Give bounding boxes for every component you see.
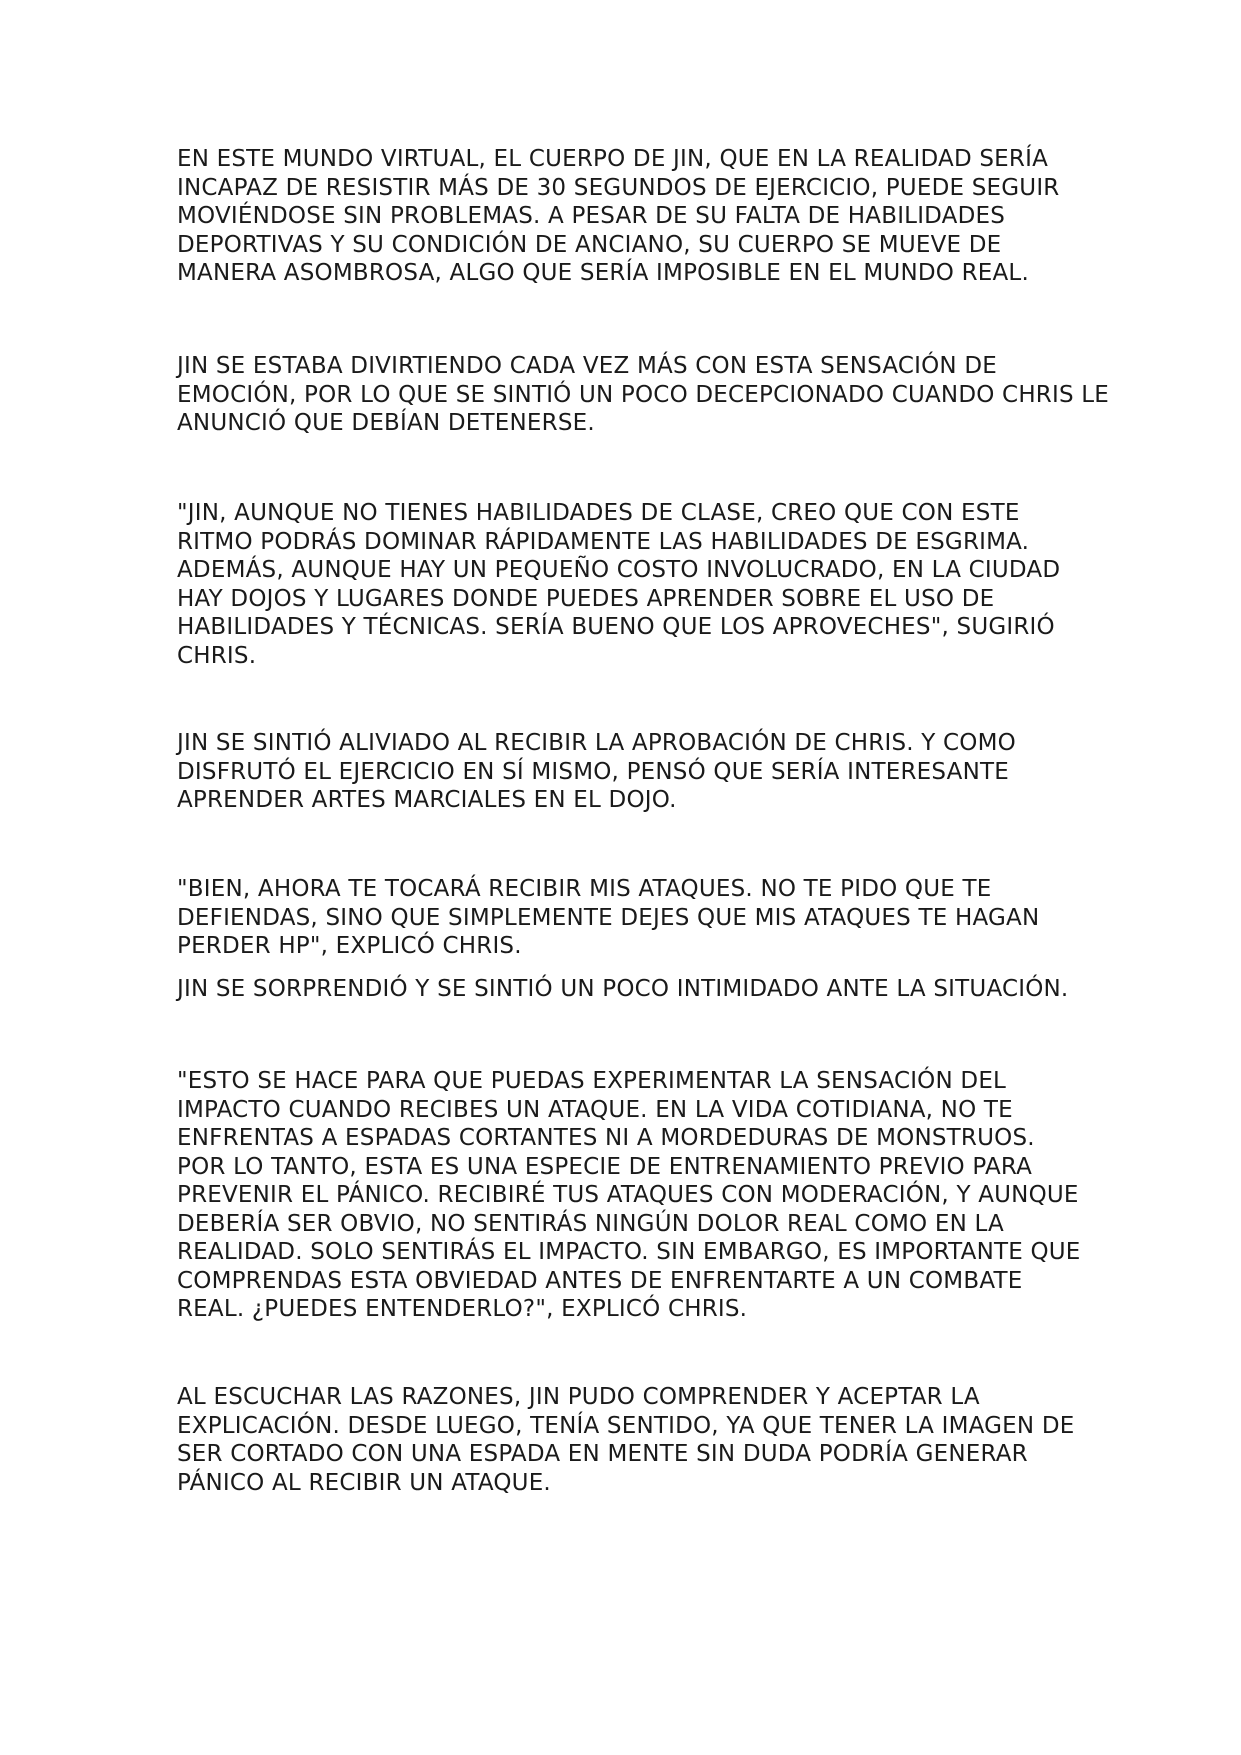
text-line: MANERA ASOMBROSA, ALGO QUE SERÍA IMPOSIBLE EN EL MUNDO REAL. xyxy=(177,260,1029,286)
text-line: INCAPAZ DE RESISTIR MÁS DE 30 SEGUNDOS DE EJERCICIO, PUEDE SEGUIR xyxy=(177,174,1060,201)
text-line: APRENDER ARTES MARCIALES EN EL DOJO. xyxy=(177,787,677,813)
text-line: HAY DOJOS Y LUGARES DONDE PUEDES APRENDER SOBRE EL USO DE xyxy=(177,585,995,612)
text-line: "ESTO SE HACE PARA QUE PUEDAS EXPERIMENTAR LA SENSACIÓN DEL xyxy=(177,1068,1007,1094)
text-line: DEBERÍA SER OBVIO, NO SENTIRÁS NINGÚN DOLOR REAL COMO EN LA xyxy=(177,1210,1004,1237)
text-line: EMOCIÓN, POR LO QUE SE SINTIÓ UN POCO DECEPCIONADO CUANDO CHRIS LE xyxy=(177,381,1110,408)
paragraph-7 xyxy=(177,1067,1081,1324)
text-line: ANUNCIÓ QUE DEBÍAN DETENERSE. xyxy=(177,410,595,436)
text-line: DISFRUTÓ EL EJERCICIO EN SÍ MISMO, PENSÓ QUE SERÍA INTERESANTE xyxy=(177,758,1009,785)
paragraph-2 xyxy=(177,352,1110,438)
text-line: REALIDAD. SOLO SENTIRÁS EL IMPACTO. SIN EMBARGO, ES IMPORTANTE QUE xyxy=(177,1239,1081,1265)
text-line: DEFIENDAS, SINO QUE SIMPLEMENTE DEJES QUE MIS ATAQUES TE HAGAN xyxy=(177,904,1040,931)
text-line: PÁNICO AL RECIBIR UN ATAQUE. xyxy=(177,1469,551,1496)
text-line: "JIN, AUNQUE NO TIENES HABILIDADES DE CLASE, CREO QUE CON ESTE xyxy=(177,500,1020,526)
paragraph-8 xyxy=(177,1383,1077,1497)
text-line: JIN SE SINTIÓ ALIVIADO AL RECIBIR LA APROBACIÓN DE CHRIS. Y COMO xyxy=(177,730,1016,756)
text-line: ADEMÁS, AUNQUE HAY UN PEQUEÑO COSTO INVOLUCRADO, EN LA CIUDAD xyxy=(177,557,1061,583)
text-line: PERDER HP", EXPLICÓ CHRIS. xyxy=(177,933,522,959)
text-line: COMPRENDAS ESTA OBVIEDAD ANTES DE ENFRENTARTE A UN COMBATE xyxy=(177,1267,1023,1294)
paragraph-6 xyxy=(177,975,1077,1004)
paragraph-5 xyxy=(177,875,1077,961)
text-line: PREVENIR EL PÁNICO. RECIBIRÉ TUS ATAQUES CON MODERACIÓN, Y AUNQUE xyxy=(177,1182,1079,1208)
paragraph-1 xyxy=(177,145,1077,288)
text-line: AL ESCUCHAR LAS RAZONES, JIN PUDO COMPRENDER Y ACEPTAR LA xyxy=(177,1384,980,1410)
text-line: ENFRENTAS A ESPADAS CORTANTES NI A MORDEDURAS DE MONSTRUOS. xyxy=(177,1125,1035,1151)
text-line: JIN SE ESTABA DIVIRTIENDO CADA VEZ MÁS CON ESTA SENSACIÓN DE xyxy=(177,353,997,379)
paragraph-3 xyxy=(177,499,1077,670)
text-line: HABILIDADES Y TÉCNICAS. SERÍA BUENO QUE LOS APROVECHES", SUGIRIÓ xyxy=(177,614,1055,640)
text-line: EXPLICACIÓN. DESDE LUEGO, TENÍA SENTIDO, YA QUE TENER LA IMAGEN DE xyxy=(177,1412,1075,1439)
text-line: REAL. ¿PUEDES ENTENDERLO?", EXPLICÓ CHRIS. xyxy=(177,1296,748,1322)
text-line: MOVIÉNDOSE SIN PROBLEMAS. A PESAR DE SU FALTA DE HABILIDADES xyxy=(177,203,1006,229)
text-line: "BIEN, AHORA TE TOCARÁ RECIBIR MIS ATAQUES. NO TE PIDO QUE TE xyxy=(177,876,992,902)
paragraph-4 xyxy=(177,729,1077,815)
text-line: CHRIS. xyxy=(177,642,257,669)
text-line: IMPACTO CUANDO RECIBES UN ATAQUE. EN LA VIDA COTIDIANA, NO TE xyxy=(177,1096,1013,1123)
text-line: EN ESTE MUNDO VIRTUAL, EL CUERPO DE JIN, QUE EN LA REALIDAD SERÍA xyxy=(177,146,1049,172)
text-line: POR LO TANTO, ESTA ES UNA ESPECIE DE ENTRENAMIENTO PREVIO PARA xyxy=(177,1153,1033,1180)
text-line: JIN SE SORPRENDIÓ Y SE SINTIÓ UN POCO INTIMIDADO ANTE LA SITUACIÓN. xyxy=(177,976,1069,1002)
text-line: DEPORTIVAS Y SU CONDICIÓN DE ANCIANO, SU CUERPO SE MUEVE DE xyxy=(177,231,1002,258)
text-line: SER CORTADO CON UNA ESPADA EN MENTE SIN DUDA PODRÍA GENERAR xyxy=(177,1441,1028,1467)
text-line: RITMO PODRÁS DOMINAR RÁPIDAMENTE LAS HABILIDADES DE ESGRIMA. xyxy=(177,528,1030,555)
